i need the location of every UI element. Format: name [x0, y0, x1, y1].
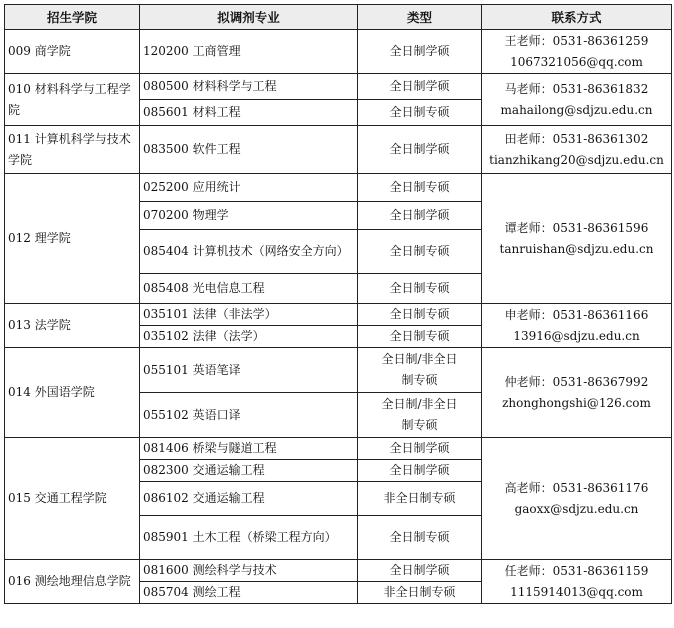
type-cell: 非全日制专硕 — [358, 582, 482, 604]
type-cell: 全日制学硕 — [358, 560, 482, 582]
table-row — [5, 304, 672, 326]
major-cell: 035102 法律（法学） — [140, 326, 358, 348]
contact-email: tanruishan@sdjzu.edu.cn — [499, 241, 654, 256]
major-cell: 085408 光电信息工程 — [140, 274, 358, 304]
contact-email: 1115914013@qq.com — [510, 584, 643, 599]
major-cell: 081600 测绘科学与技术 — [140, 560, 358, 582]
college-cell: 014 外国语学院 — [5, 348, 140, 438]
contact-cell — [482, 560, 672, 604]
table-row — [5, 348, 672, 393]
type-cell: 全日制专硕 — [358, 274, 482, 304]
contact-cell — [482, 30, 672, 74]
contact-cell — [482, 74, 672, 126]
type-cell: 全日制学硕 — [358, 126, 482, 174]
type-cell: 全日制学硕 — [358, 30, 482, 74]
contact-cell — [482, 348, 672, 438]
contact-email: gaoxx@sdjzu.edu.cn — [514, 501, 639, 516]
major-cell: 085901 土木工程（桥梁工程方向） — [140, 516, 358, 560]
major-cell: 080500 材料科学与工程 — [140, 74, 358, 100]
type-cell: 全日制专硕 — [358, 304, 482, 326]
major-cell: 055102 英语口译 — [140, 393, 358, 438]
table-row — [5, 438, 672, 460]
type-line: 全日制/非全日 — [381, 397, 458, 411]
contact-phone: 高老师：0531-86361176 — [504, 480, 649, 495]
type-cell: 全日制专硕 — [358, 100, 482, 126]
major-cell: 081406 桥梁与隧道工程 — [140, 438, 358, 460]
admissions-table — [4, 4, 672, 604]
contact-email: 13916@sdjzu.edu.cn — [513, 328, 640, 343]
header-contact: 联系方式 — [482, 5, 672, 30]
type-line: 制专硕 — [401, 373, 438, 387]
major-cell: 085404 计算机技术（网络安全方向） — [140, 230, 358, 274]
major-cell: 120200 工商管理 — [140, 30, 358, 74]
type-cell — [358, 393, 482, 438]
type-line: 制专硕 — [401, 418, 438, 432]
college-cell: 011 计算机科学与技术学院 — [5, 126, 140, 174]
type-cell: 全日制专硕 — [358, 230, 482, 274]
type-cell: 全日制专硕 — [358, 516, 482, 560]
table-row — [5, 74, 672, 100]
type-cell: 全日制专硕 — [358, 174, 482, 202]
major-cell: 083500 软件工程 — [140, 126, 358, 174]
major-cell: 082300 交通运输工程 — [140, 460, 358, 482]
table-row — [5, 560, 672, 582]
contact-cell — [482, 438, 672, 560]
type-line: 全日制/非全日 — [381, 352, 458, 366]
contact-phone: 谭老师：0531-86361596 — [504, 220, 649, 235]
contact-cell — [482, 304, 672, 348]
contact-phone: 仲老师：0531-86367992 — [504, 374, 649, 389]
header-college: 招生学院 — [5, 5, 140, 30]
college-cell: 009 商学院 — [5, 30, 140, 74]
type-cell: 全日制学硕 — [358, 438, 482, 460]
table-row — [5, 174, 672, 202]
contact-phone: 申老师：0531-86361166 — [504, 307, 649, 322]
college-cell: 012 理学院 — [5, 174, 140, 304]
contact-phone: 任老师：0531-86361159 — [504, 563, 649, 578]
header-row — [5, 5, 672, 30]
header-type: 类型 — [358, 5, 482, 30]
contact-email: tianzhikang20@sdjzu.edu.cn — [489, 152, 664, 167]
college-cell: 016 测绘地理信息学院 — [5, 560, 140, 604]
contact-email: 1067321056@qq.com — [510, 54, 643, 69]
major-cell: 035101 法律（非法学） — [140, 304, 358, 326]
contact-cell — [482, 174, 672, 304]
type-cell: 全日制学硕 — [358, 74, 482, 100]
type-cell: 全日制学硕 — [358, 202, 482, 230]
table-row — [5, 30, 672, 74]
contact-cell — [482, 126, 672, 174]
college-cell: 013 法学院 — [5, 304, 140, 348]
contact-email: zhonghongshi@126.com — [502, 395, 651, 410]
college-cell: 015 交通工程学院 — [5, 438, 140, 560]
type-cell: 全日制专硕 — [358, 326, 482, 348]
table-row — [5, 126, 672, 174]
type-cell: 全日制学硕 — [358, 460, 482, 482]
admissions-table-container — [4, 4, 672, 604]
major-cell: 085601 材料工程 — [140, 100, 358, 126]
header-major: 拟调剂专业 — [140, 5, 358, 30]
type-cell — [358, 348, 482, 393]
major-cell: 055101 英语笔译 — [140, 348, 358, 393]
contact-email: mahailong@sdjzu.edu.cn — [500, 102, 653, 117]
major-cell: 086102 交通运输工程 — [140, 482, 358, 516]
major-cell: 070200 物理学 — [140, 202, 358, 230]
contact-phone: 田老师：0531-86361302 — [504, 131, 649, 146]
contact-phone: 王老师：0531-86361259 — [504, 33, 649, 48]
contact-phone: 马老师：0531-86361832 — [504, 81, 649, 96]
type-cell: 非全日制专硕 — [358, 482, 482, 516]
college-cell: 010 材料科学与工程学院 — [5, 74, 140, 126]
major-cell: 025200 应用统计 — [140, 174, 358, 202]
major-cell: 085704 测绘工程 — [140, 582, 358, 604]
